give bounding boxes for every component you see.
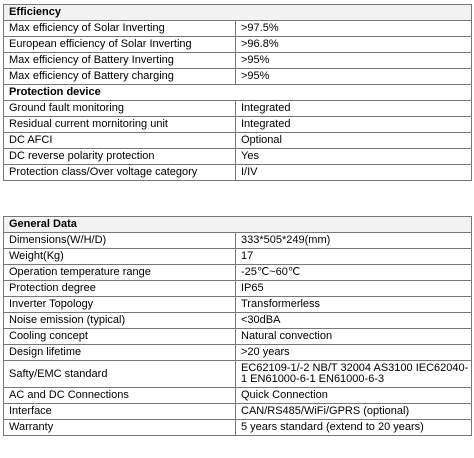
table-row — [4, 313, 472, 329]
spec-value: >95% — [236, 69, 472, 85]
table-row — [4, 361, 472, 388]
spec-label: Residual current mornitoring unit — [4, 117, 236, 133]
spec-label: AC and DC Connections — [4, 388, 236, 404]
table-row — [4, 133, 472, 149]
spec-label: Protection degree — [4, 281, 236, 297]
spec-label: Design lifetime — [4, 345, 236, 361]
table-row — [4, 329, 472, 345]
spec-label: Weight(Kg) — [4, 249, 236, 265]
spec-label: Inverter Topology — [4, 297, 236, 313]
spec-label: Ground fault monitoring — [4, 101, 236, 117]
spec-value: I/IV — [236, 165, 472, 181]
spec-value: Integrated — [236, 101, 472, 117]
table-row — [4, 233, 472, 249]
spec-label: Cooling concept — [4, 329, 236, 345]
spec-label: Warranty — [4, 420, 236, 436]
table-row — [4, 404, 472, 420]
table-row — [4, 281, 472, 297]
spec-label: DC reverse polarity protection — [4, 149, 236, 165]
spec-value: Transformerless — [236, 297, 472, 313]
table-row — [4, 37, 472, 53]
spec-label: Dimensions(W/H/D) — [4, 233, 236, 249]
spec-label: Max efficiency of Solar Inverting — [4, 21, 236, 37]
section-header-general — [4, 217, 472, 233]
table-row — [4, 249, 472, 265]
spec-label: DC AFCI — [4, 133, 236, 149]
spec-label: Operation temperature range — [4, 265, 236, 281]
table-row — [4, 297, 472, 313]
spec-value: 5 years standard (extend to 20 years) — [236, 420, 472, 436]
spec-value: IP65 — [236, 281, 472, 297]
spec-value: Yes — [236, 149, 472, 165]
spec-value: Quick Connection — [236, 388, 472, 404]
table-row — [4, 53, 472, 69]
table-row — [4, 21, 472, 37]
spec-label: European efficiency of Solar Inverting — [4, 37, 236, 53]
spec-label: Interface — [4, 404, 236, 420]
spec-value: Optional — [236, 133, 472, 149]
spec-label: Max efficiency of Battery charging — [4, 69, 236, 85]
section-title: Protection device — [4, 85, 472, 101]
efficiency-protection-table — [3, 4, 472, 181]
general-data-table — [3, 216, 472, 436]
spec-value: Natural convection — [236, 329, 472, 345]
spec-label: Safty/EMC standard — [4, 361, 236, 388]
spec-value: EC62109-1/-2 NB/T 32004 AS3100 IEC62040-1 EN61000-6-1 EN61000-6-3 — [236, 361, 472, 388]
table-row — [4, 101, 472, 117]
spec-value: >95% — [236, 53, 472, 69]
section-title: Efficiency — [4, 5, 472, 21]
table-row — [4, 69, 472, 85]
spec-value: CAN/RS485/WiFi/GPRS (optional) — [236, 404, 472, 420]
section-header-efficiency — [4, 5, 472, 21]
table-row — [4, 265, 472, 281]
table-row — [4, 345, 472, 361]
spec-label: Noise emission (typical) — [4, 313, 236, 329]
table-row — [4, 117, 472, 133]
spec-value: -25℃~60℃ — [236, 265, 472, 281]
spec-label: Protection class/Over voltage category — [4, 165, 236, 181]
spec-value: >96.8% — [236, 37, 472, 53]
table-row — [4, 149, 472, 165]
spec-value: Integrated — [236, 117, 472, 133]
spec-value: <30dBA — [236, 313, 472, 329]
spec-value: 17 — [236, 249, 472, 265]
table-row — [4, 388, 472, 404]
spec-value: >20 years — [236, 345, 472, 361]
table-row — [4, 420, 472, 436]
section-title: General Data — [4, 217, 472, 233]
spec-value: 333*505*249(mm) — [236, 233, 472, 249]
spec-value: >97.5% — [236, 21, 472, 37]
spec-label: Max efficiency of Battery Inverting — [4, 53, 236, 69]
table-row — [4, 165, 472, 181]
section-header-protection — [4, 85, 472, 101]
